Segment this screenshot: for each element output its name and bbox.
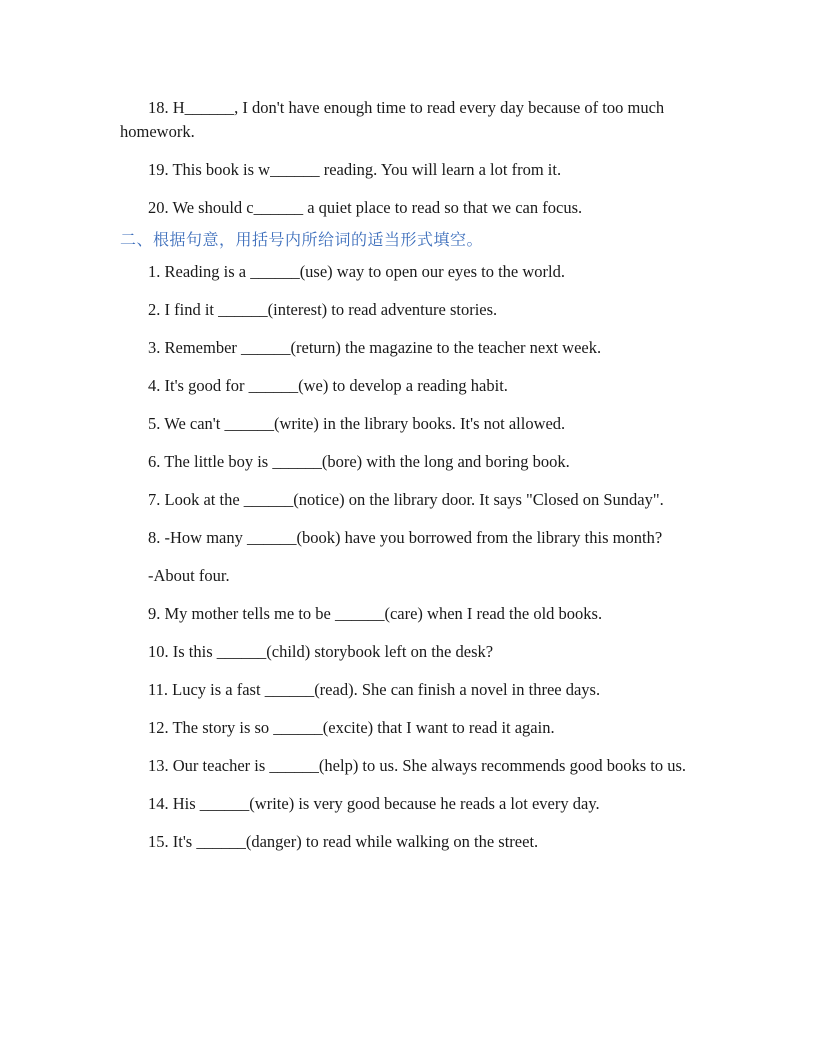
fill-item-10: 10. Is this ______(child) storybook left on the desk? bbox=[148, 642, 494, 661]
fill-item-15: 15. It's ______(danger) to read while walking on the street. bbox=[148, 832, 539, 851]
fill-item-4: 4. It's good for ______(we) to develop a reading habit. bbox=[148, 376, 508, 395]
exercise-content bbox=[120, 96, 700, 868]
fill-item-5: 5. We can't ______(write) in the library books. It's not allowed. bbox=[148, 414, 566, 433]
fill-item-11: 11. Lucy is a fast ______(read). She can finish a novel in three days. bbox=[148, 680, 601, 699]
fill-item-6: 6. The little boy is ______(bore) with the long and boring book. bbox=[148, 452, 570, 471]
fill-item-2: 2. I find it ______(interest) to read adventure stories. bbox=[148, 300, 498, 319]
fill-item-8: 8. -How many ______(book) have you borrowed from the library this month? bbox=[148, 528, 663, 547]
fill-item-13: 13. Our teacher is ______(help) to us. She always recommends good books to us. bbox=[148, 756, 686, 775]
question-20: 20. We should c______ a quiet place to read so that we can focus. bbox=[148, 198, 583, 217]
fill-item-8-answer: -About four. bbox=[148, 566, 230, 585]
section-2-heading: 二、根据句意，用括号内所给词的适当形式填空。 bbox=[120, 230, 484, 249]
question-18: 18. H______, I don't have enough time to read every day because of too much homework. bbox=[120, 98, 665, 141]
fill-item-7: 7. Look at the ______(notice) on the library door. It says "Closed on Sunday". bbox=[148, 490, 664, 509]
fill-item-3: 3. Remember ______(return) the magazine to the teacher next week. bbox=[148, 338, 602, 357]
fill-item-12: 12. The story is so ______(excite) that I want to read it again. bbox=[148, 718, 555, 737]
fill-item-14: 14. His ______(write) is very good because he reads a lot every day. bbox=[148, 794, 600, 813]
question-19: 19. This book is w______ reading. You will learn a lot from it. bbox=[148, 160, 562, 179]
fill-item-9: 9. My mother tells me to be ______(care) when I read the old books. bbox=[148, 604, 603, 623]
fill-item-1: 1. Reading is a ______(use) way to open our eyes to the world. bbox=[148, 262, 565, 281]
